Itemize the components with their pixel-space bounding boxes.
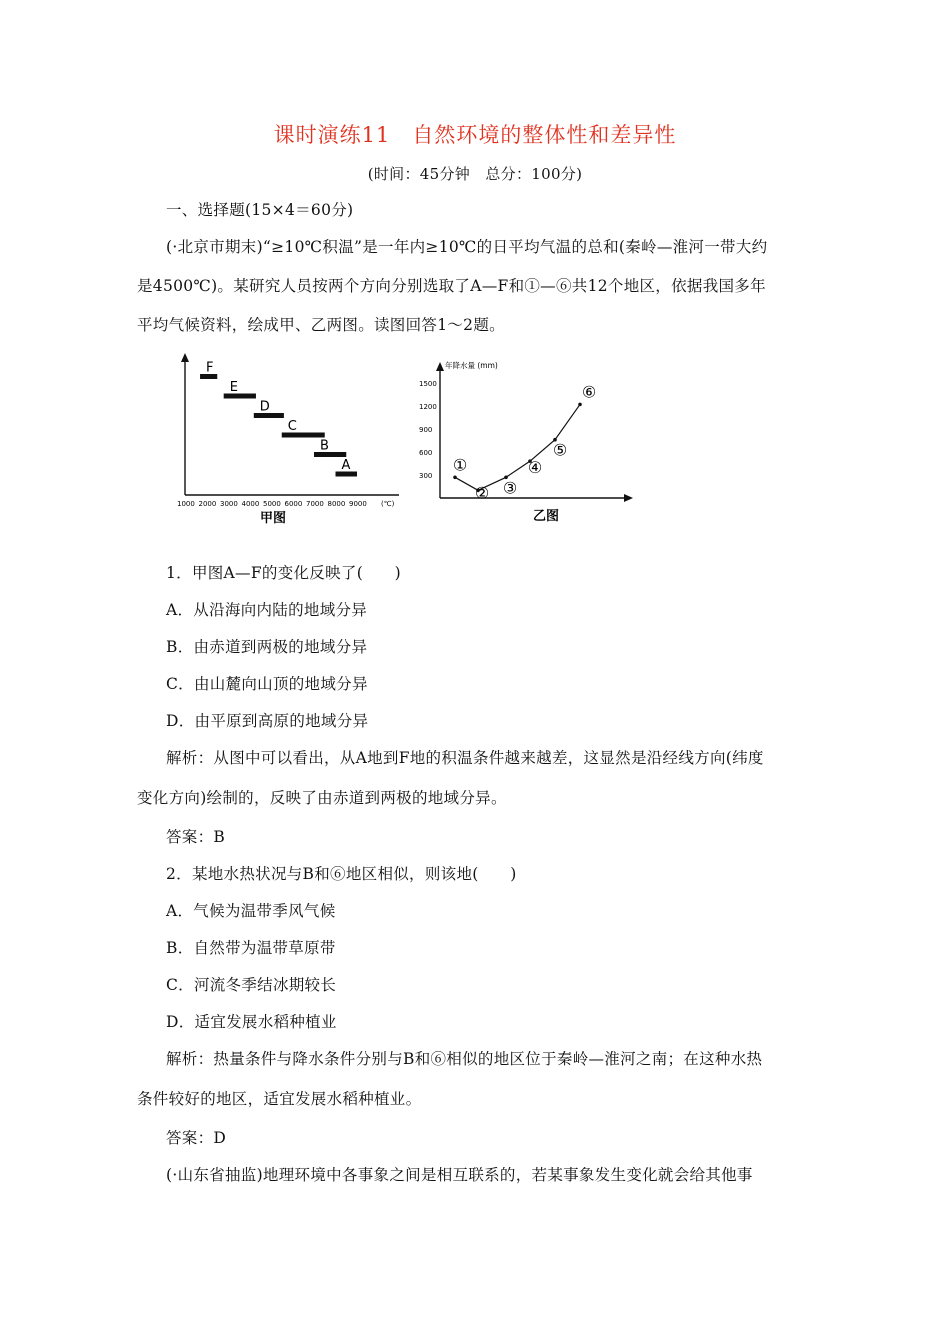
y-tick-label: 900 xyxy=(419,425,433,434)
y-tick-label: 300 xyxy=(419,471,433,480)
x-tick-label: 3000 xyxy=(220,500,238,508)
bar-E xyxy=(224,394,256,399)
x-tick-label: 5000 xyxy=(263,500,281,508)
y-tick-label: 1500 xyxy=(419,379,437,388)
q1-option-c: C．由山麓向山顶的地域分异 xyxy=(166,675,368,693)
q1-option-b: B．由赤道到两极的地域分异 xyxy=(166,638,368,656)
x-axis-arrow xyxy=(624,494,633,502)
q1-stem: 1．甲图A—F的变化反映了( ) xyxy=(166,564,402,582)
x-tick-label: 4000 xyxy=(241,500,260,508)
q2-stem: 2．某地水热状况与B和⑥地区相似，则该地( ) xyxy=(166,865,517,883)
next-intro: (·山东省抽监)地理环境中各事象之间是相互联系的，若某事象发生变化就会给其他事 xyxy=(166,1166,753,1184)
q2-option-a: A．气候为温带季风气候 xyxy=(166,902,336,920)
q1-analysis-line-1: 解析：从图中可以看出，从A地到F地的积温条件越来越差，这显然是沿经线方向(纬度 xyxy=(166,749,764,767)
bar-B xyxy=(314,452,346,457)
chart-jia xyxy=(165,350,405,530)
section-heading: 一、选择题(15×4＝60分) xyxy=(166,201,354,219)
bar-label-F: F xyxy=(206,360,214,376)
chart-yi xyxy=(415,352,640,530)
point-label: ⑥ xyxy=(581,382,597,402)
point-label: ② xyxy=(474,483,490,503)
y-axis-label: 年降水量 (mm) xyxy=(445,361,498,370)
bar-label-E: E xyxy=(229,380,238,395)
q2-analysis-line-1: 解析：热量条件与降水条件分别与B和⑥相似的地区位于秦岭—淮河之南；在这种水热 xyxy=(166,1050,763,1068)
x-tick-label: 6000 xyxy=(284,500,303,508)
x-axis-unit: (℃) xyxy=(381,500,395,508)
bar-label-C: C xyxy=(287,419,297,434)
point-label: ⑤ xyxy=(552,440,568,460)
y-tick-label: 600 xyxy=(419,448,433,457)
y-tick-label: 1200 xyxy=(419,402,437,411)
q2-option-c: C．河流冬季结冰期较长 xyxy=(166,976,337,994)
page-subtitle: (时间：45分钟 总分：100分) xyxy=(367,165,583,183)
q1-option-a: A．从沿海向内陆的地域分异 xyxy=(166,601,368,619)
q1-option-d: D．由平原到高原的地域分异 xyxy=(166,712,369,730)
q2-answer: 答案：D xyxy=(166,1129,227,1147)
q2-option-b: B．自然带为温带草原带 xyxy=(166,939,336,957)
x-tick-label: 8000 xyxy=(327,500,346,508)
bar-label-B: B xyxy=(320,438,329,454)
point-label: ④ xyxy=(527,458,543,478)
y-axis-arrow xyxy=(181,353,189,362)
data-point xyxy=(578,403,582,407)
page-title: 课时演练11 自然环境的整体性和差异性 xyxy=(273,123,677,147)
bar-label-D: D xyxy=(259,399,270,415)
x-tick-label: 1000 xyxy=(177,500,195,508)
point-label: ① xyxy=(452,455,468,475)
x-tick-label: 9000 xyxy=(349,500,367,508)
q2-option-d: D．适宜发展水稻种植业 xyxy=(166,1013,337,1031)
q2-analysis-line-2: 条件较好的地区，适宜发展水稻种植业。 xyxy=(137,1090,422,1108)
intro-line-3: 平均气候资料，绘成甲、乙两图。读图回答1～2题。 xyxy=(137,316,505,334)
chart-title: 甲图 xyxy=(260,511,287,526)
point-label: ③ xyxy=(502,478,518,498)
x-tick-label: 2000 xyxy=(198,500,217,508)
bar-label-A: A xyxy=(341,458,351,473)
chart-title: 乙图 xyxy=(533,509,560,524)
intro-line-1: (·北京市期末)“≥10℃积温”是一年内≥10℃的日平均气温的总和(秦岭—淮河一带大约 xyxy=(166,238,768,256)
y-axis-arrow xyxy=(436,362,444,371)
data-point xyxy=(453,475,457,479)
intro-line-2: 是4500℃)。某研究人员按两个方向分别选取了A—F和①—⑥共12个地区，依据我国多年 xyxy=(137,277,766,295)
q1-analysis-line-2: 变化方向)绘制的，反映了由赤道到两极的地域分异。 xyxy=(137,789,507,807)
q1-answer: 答案：B xyxy=(166,828,226,846)
x-tick-label: 7000 xyxy=(306,500,324,508)
